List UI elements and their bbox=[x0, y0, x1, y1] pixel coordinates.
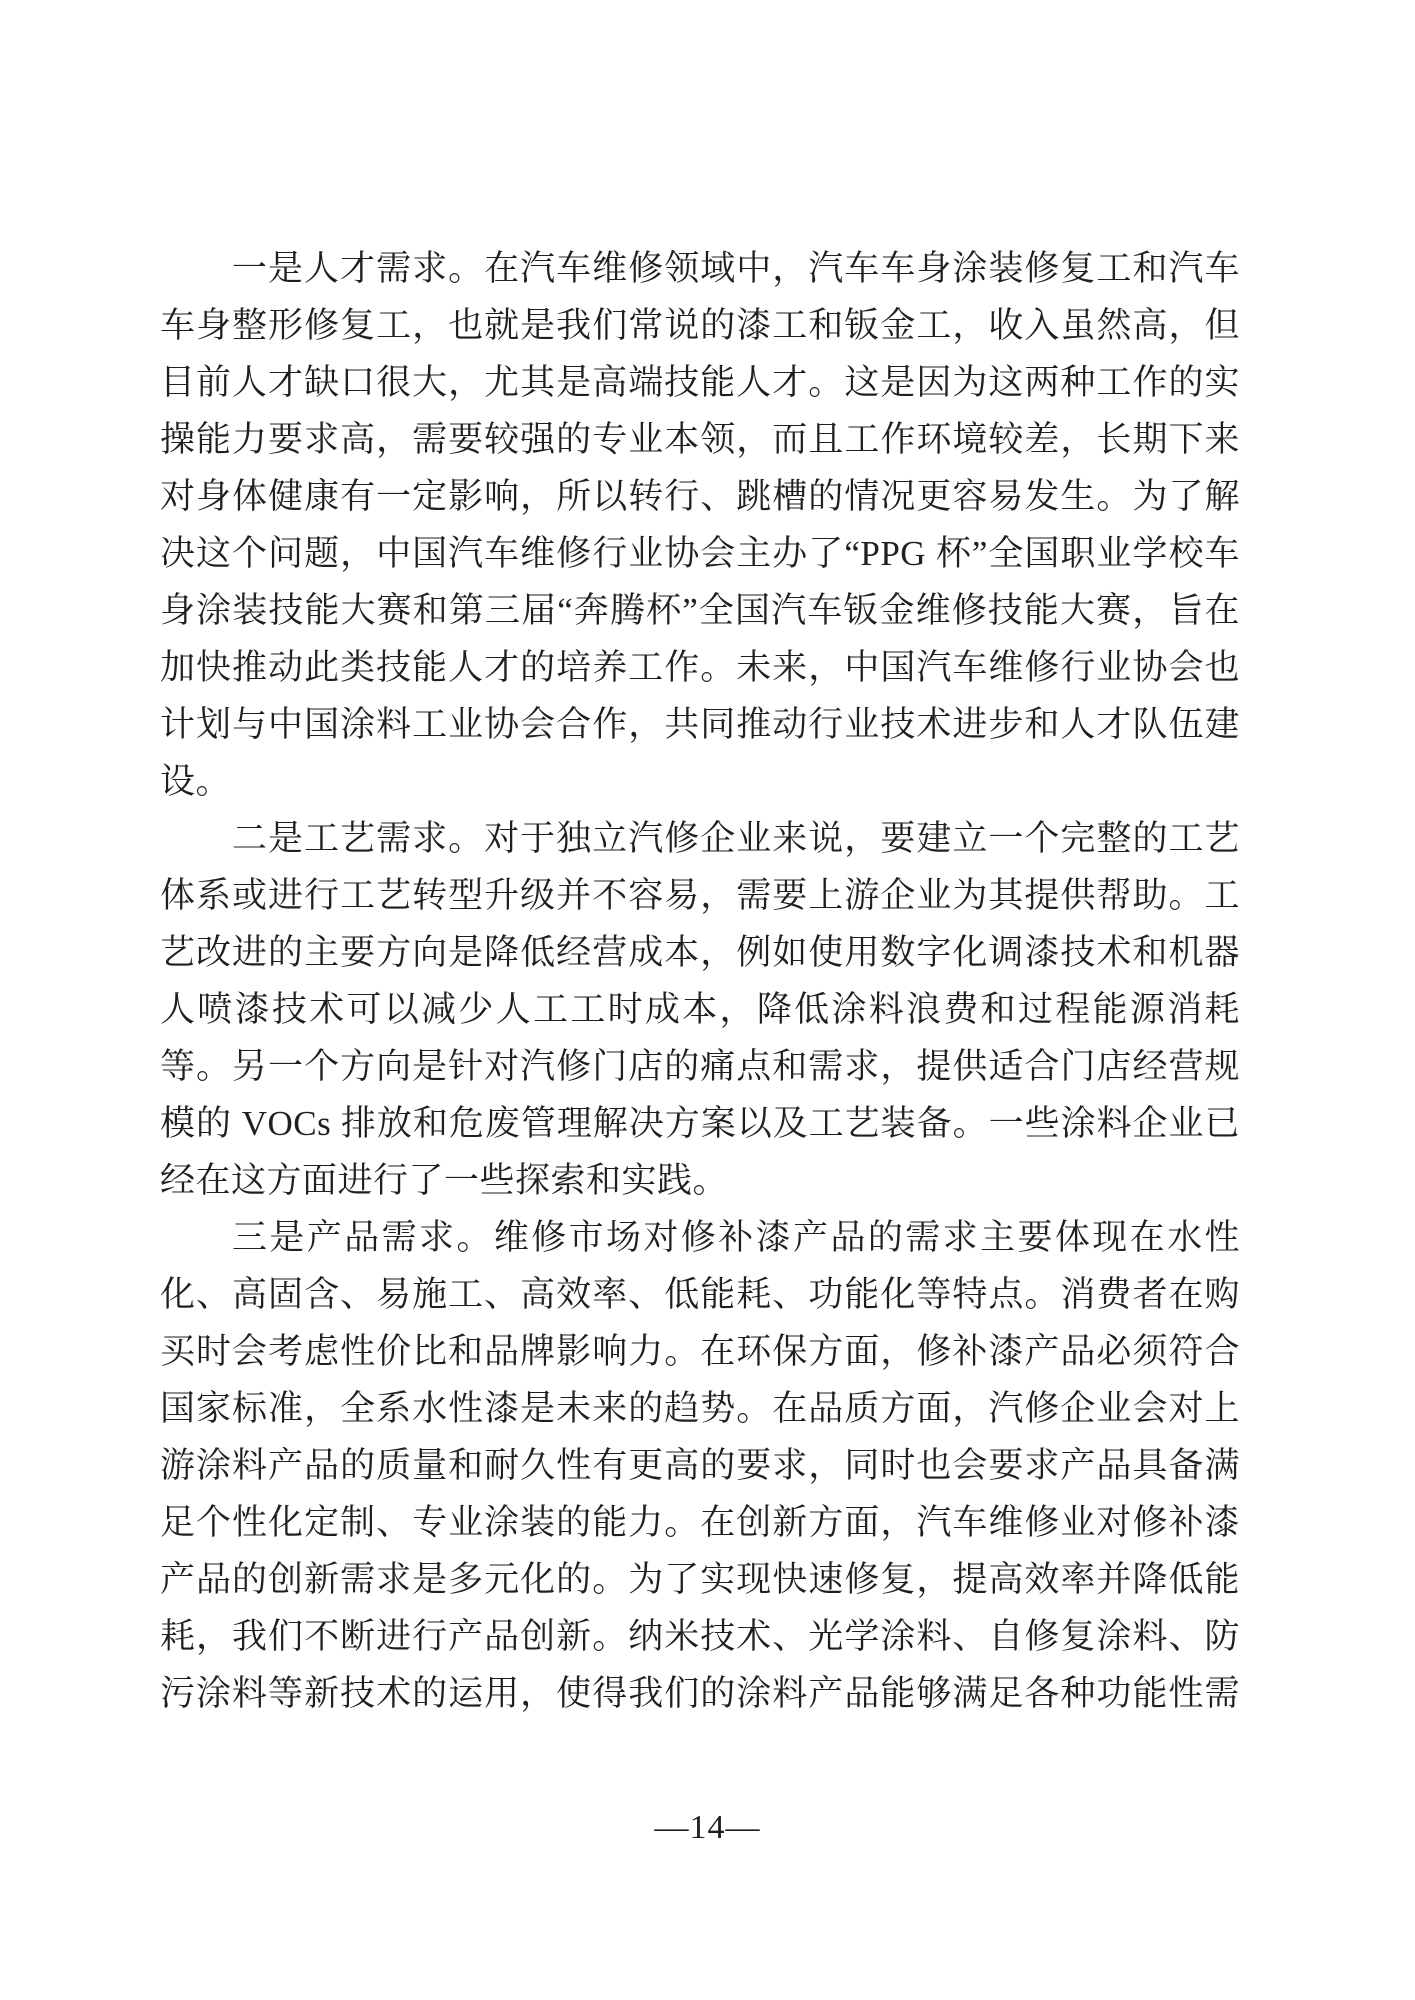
text-line: 耗，我们不断进行产品创新。纳米技术、光学涂料、自修复涂料、防 bbox=[160, 1617, 1240, 1656]
text-line: 艺改进的主要方向是降低经营成本，例如使用数字化调漆技术和机器 bbox=[160, 933, 1240, 972]
text-line: 操能力要求高，需要较强的专业本领，而且工作环境较差，长期下来 bbox=[160, 420, 1240, 459]
text-line: 产品的创新需求是多元化的。为了实现快速修复，提高效率并降低能 bbox=[160, 1560, 1240, 1599]
document-body bbox=[160, 240, 1240, 1722]
text-line: 污涂料等新技术的运用，使得我们的涂料产品能够满足各种功能性需 bbox=[160, 1674, 1240, 1713]
text-line: 加快推动此类技能人才的培养工作。未来，中国汽车维修行业协会也 bbox=[160, 648, 1240, 687]
text-line: 买时会考虑性价比和品牌影响力。在环保方面，修补漆产品必须符合 bbox=[160, 1332, 1240, 1371]
text-line: 足个性化定制、专业涂装的能力。在创新方面，汽车维修业对修补漆 bbox=[160, 1503, 1240, 1542]
page-number: —14— bbox=[654, 1809, 761, 1846]
text-line: 模的 VOCs 排放和危废管理解决方案以及工艺装备。一些涂料企业已 bbox=[160, 1104, 1240, 1143]
text-line: 车身整形修复工，也就是我们常说的漆工和钣金工，收入虽然高，但 bbox=[160, 306, 1240, 345]
text-line: 决这个问题，中国汽车维修行业协会主办了“PPG 杯”全国职业学校车 bbox=[160, 534, 1240, 573]
text-line: 经在这方面进行了一些探索和实践。 bbox=[160, 1161, 729, 1200]
text-line: 目前人才缺口很大，尤其是高端技能人才。这是因为这两种工作的实 bbox=[160, 363, 1240, 402]
text-line: 国家标准，全系水性漆是未来的趋势。在品质方面，汽修企业会对上 bbox=[160, 1389, 1240, 1428]
text-line: 二是工艺需求。对于独立汽修企业来说，要建立一个完整的工艺 bbox=[232, 819, 1240, 858]
text-line: 对身体健康有一定影响，所以转行、跳槽的情况更容易发生。为了解 bbox=[160, 477, 1240, 516]
text-line: 身涂装技能大赛和第三届“奔腾杯”全国汽车钣金维修技能大赛，旨在 bbox=[160, 591, 1240, 630]
text-line: 一是人才需求。在汽车维修领域中，汽车车身涂装修复工和汽车 bbox=[232, 249, 1240, 288]
text-line: 游涂料产品的质量和耐久性有更高的要求，同时也会要求产品具备满 bbox=[160, 1446, 1240, 1485]
text-line: 化、高固含、易施工、高效率、低能耗、功能化等特点。消费者在购 bbox=[160, 1275, 1240, 1314]
text-line: 人喷漆技术可以减少人工工时成本，降低涂料浪费和过程能源消耗 bbox=[160, 990, 1240, 1029]
text-line: 等。另一个方向是针对汽修门店的痛点和需求，提供适合门店经营规 bbox=[160, 1047, 1240, 1086]
text-line: 计划与中国涂料工业协会合作，共同推动行业技术进步和人才队伍建 bbox=[160, 705, 1240, 744]
text-line: 体系或进行工艺转型升级并不容易，需要上游企业为其提供帮助。工 bbox=[160, 876, 1240, 915]
text-line: 设。 bbox=[160, 762, 232, 801]
text-line: 三是产品需求。维修市场对修补漆产品的需求主要体现在水性 bbox=[232, 1218, 1240, 1257]
